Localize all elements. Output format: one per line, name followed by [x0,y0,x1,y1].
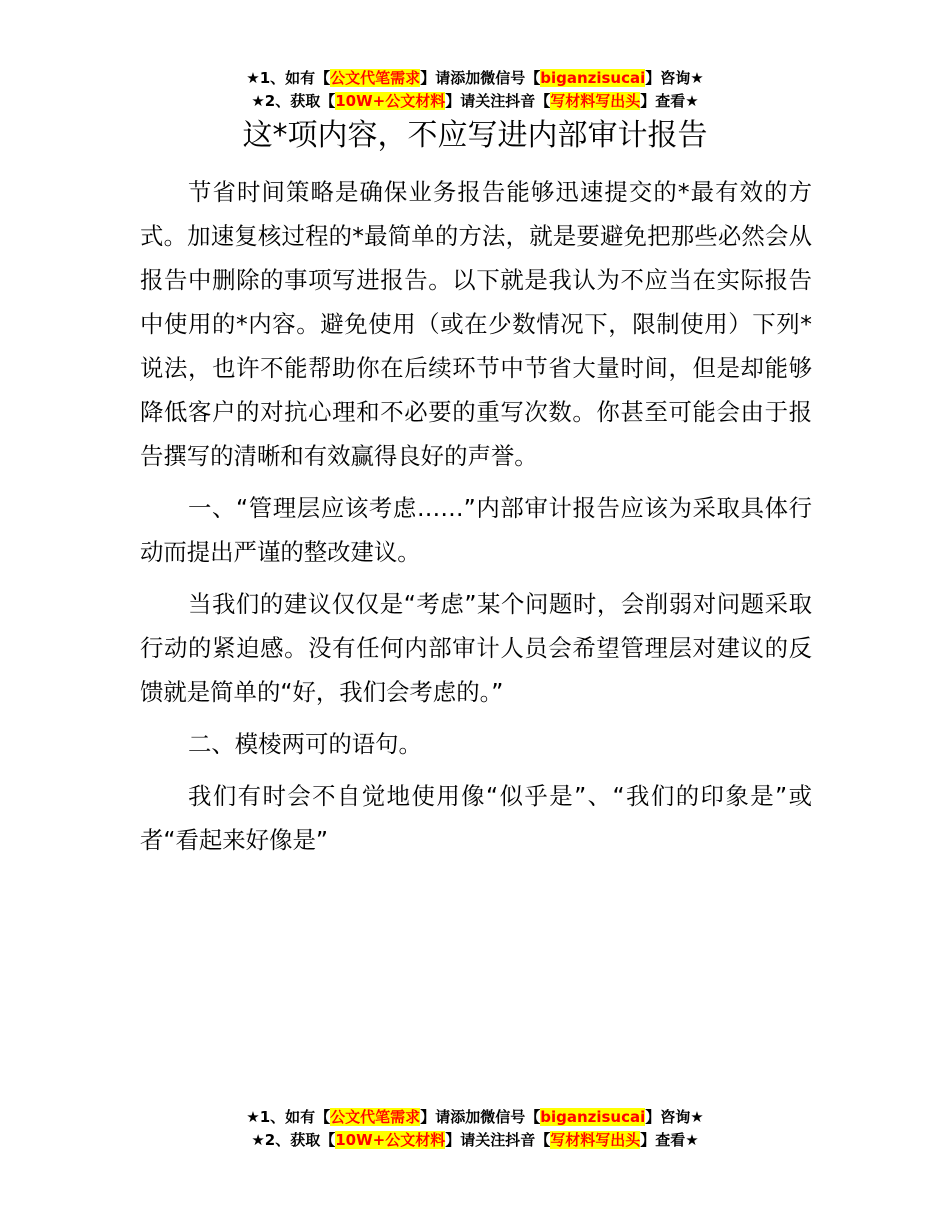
header-line-2-highlight-materials: 10W+公文材料 [335,92,446,110]
footer-line-1-suffix: 】咨询★ [645,1108,704,1126]
paragraph-section-2-heading: 二、模棱两可的语句。 [188,730,422,758]
header-line-1-highlight-wechat-id: biganzisucai [540,69,646,87]
footer-line-1-highlight-service: 公文代笔需求 [330,1108,421,1126]
footer-line-2-highlight-materials: 10W+公文材料 [335,1131,446,1149]
paragraph-intro: 节省时间策略是确保业务报告能够迅速提交的*最有效的方式。加速复核过程的*最简单的方法，就是要避免把那些必然会从报告中删除的事项写进报告。以下就是我认为不应当在实际报告中使用的*内容。避免使用（或在少数情况下，限制使用）下列*说法，也许不能帮助你在后续环节中节省大量时间，但是却能够降低客户的对抗心理和不必要的重写次数。你甚至可能会由于报告撰写的清晰和有效赢得良好的声誉。 [140,178,812,470]
footer-line-2-highlight-douyin: 写材料写出头 [550,1131,641,1149]
header-line-1 [0,67,950,90]
paragraph-section-1-heading: 一、“管理层应该考虑……”内部审计报告应该为采取具体行动而提出严谨的整改建议。 [140,494,812,566]
header-line-1-prefix: ★1、如有【 [246,69,331,87]
header-banner [0,67,950,113]
header-line-2-middle: 】请关注抖音【 [445,92,551,110]
document-title: 这*项内容，不应写进内部审计报告 [242,118,708,153]
footer-line-1-prefix: ★1、如有【 [246,1108,331,1126]
header-line-2 [0,90,950,113]
paragraph-section-2-body: 我们有时会不自觉地使用像“似乎是”、“我们的印象是”或者“看起来好像是” [140,782,812,854]
document-body [140,170,812,870]
header-line-1-middle: 】请添加微信号【 [420,69,541,87]
footer-line-2-suffix: 】查看★ [640,1131,699,1149]
footer-line-1-highlight-wechat-id: biganzisucai [540,1108,646,1126]
footer-line-2-prefix: ★2、获取【 [251,1131,336,1149]
header-line-2-prefix: ★2、获取【 [251,92,336,110]
header-line-2-highlight-douyin: 写材料写出头 [550,92,641,110]
header-line-1-highlight-service: 公文代笔需求 [330,69,421,87]
header-line-2-suffix: 】查看★ [640,92,699,110]
footer-line-2-middle: 】请关注抖音【 [445,1131,551,1149]
header-line-1-suffix: 】咨询★ [645,69,704,87]
footer-line-2 [0,1129,950,1152]
footer-banner [0,1106,950,1152]
paragraph-section-1-body: 当我们的建议仅仅是“考虑”某个问题时，会削弱对问题采取行动的紧迫感。没有任何内部审计人员会希望管理层对建议的反馈就是简单的“好，我们会考虑的。” [140,590,812,706]
footer-line-1-middle: 】请添加微信号【 [420,1108,541,1126]
footer-line-1 [0,1106,950,1129]
